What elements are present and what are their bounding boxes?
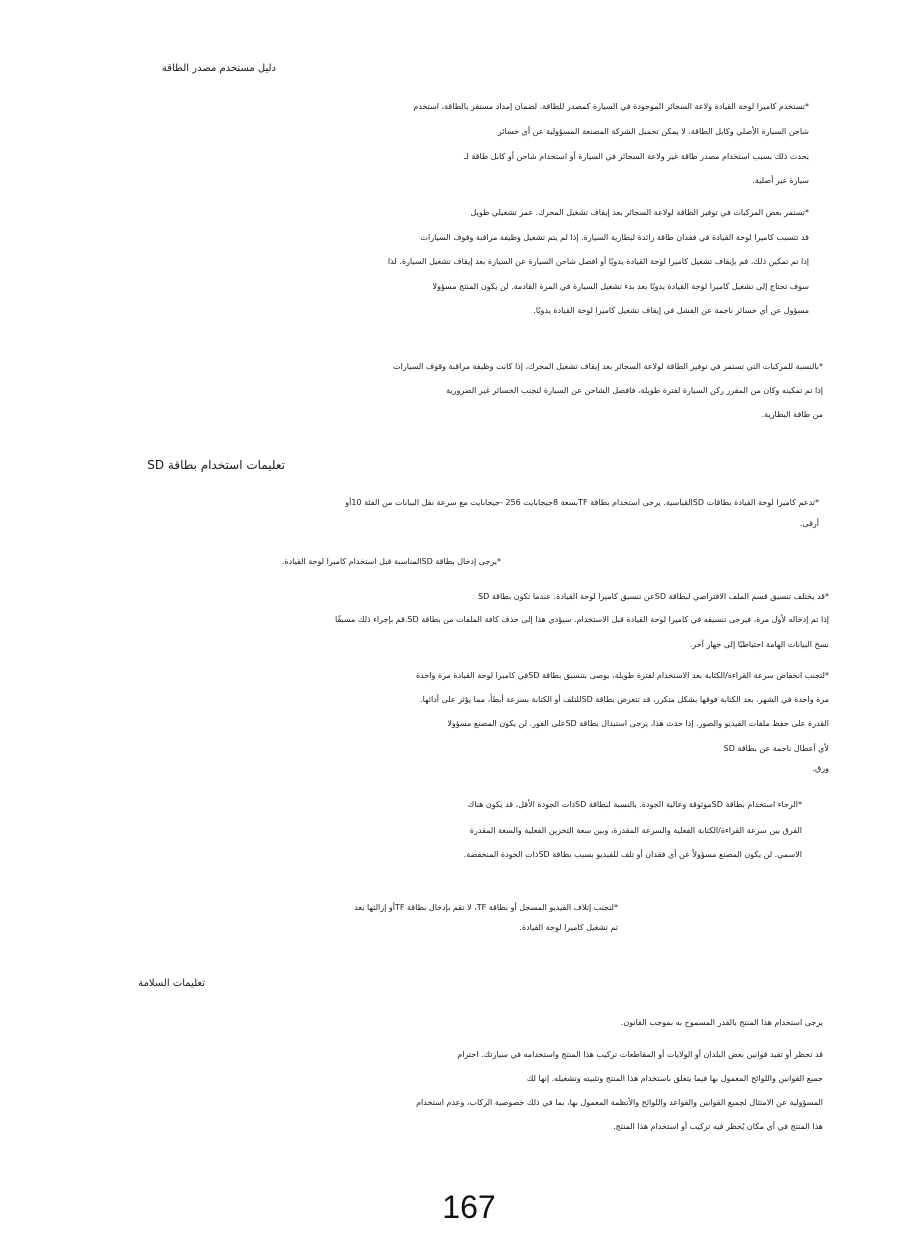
sd-para3-line2: إذا تم إدخاله لأول مرة، فيرجى تنسيقه في كاميرا لوحة القيادة قبل الاستخدام. سيؤدي هذا إلى حذف كافة الملفات من بطاقة SD.قم بإجراء ذلك مسبقًا [335, 615, 829, 624]
power-para1-line3: يحدث ذلك بسبب استخدام مصدر طاقة غير ولاعة السجائر في السيارة أو استخدام شاحن أو كابل طاقة لـ [464, 152, 809, 161]
sd-para2-line1: *يرجى إدخال بطاقة SDالمناسبة قبل استخدام كاميرا لوحة القيادة. [281, 557, 501, 566]
power-para1-line1: *تستخدم كاميرا لوحة القيادة ولاعة السجائر الموجودة في السيارة كمصدر للطاقة. لضمان إمداد مستقر بالطاقة، استخدم [413, 102, 809, 111]
sd-para5-line1: *الرجاء استخدام بطاقة SDموثوقة وعالية الجودة. بالنسبة لبطاقة SDذات الجودة الأقل، قد يكون هناك [467, 800, 802, 809]
sd-para4-line3: القدرة على حفظ ملفات الفيديو والصور. إذا حدث هذا، يرجى استبدال بطاقة SDعلى الفور. لن يكون المصنع مسؤولا [447, 719, 829, 728]
power-para1-line4: سيارة غير أصلية. [752, 176, 809, 185]
power-para2-line4: سوف تحتاج إلى تشغيل كاميرا لوحة القيادة يدويًا بعد بدء تشغيل السيارة في المرة القادمة. لن يكون المنتج مسؤولا [432, 282, 809, 291]
sd-para1-line2: أرقى. [799, 519, 819, 528]
sd-para4-line1: *لتجنب انخفاض سرعة القراءة/الكتابة بعد الاستخدام لفترة طويلة، يوصى بتنسيق بطاقة SDفي كاميرا لوحة القيادة مرة واحدة [415, 671, 829, 680]
power-para2-line2: قد تتسبب كاميرا لوحة القيادة في فقدان طاقة زائدة لبطارية السيارة. إذا لم يتم تشغيل وظيفة مراقبة وقوف السيارات [420, 233, 809, 242]
safety-para2-line1: قد تحظر أو تقيد قوانين بعض البلدان أو الولايات أو المقاطعات تركيب هذا المنتج واستخدامه في سيارتك. احترام [457, 1050, 823, 1059]
sd-para4-line5: ورق. [812, 764, 829, 773]
sd-para6-line2: تم تشغيل كاميرا لوحة القيادة. [519, 923, 618, 932]
power-para3-line3: من طاقة البطارية. [761, 410, 823, 419]
power-para3-line1: *بالنسبة للمركبات التي تستمر في توفير الطاقة لولاعة السجائر بعد إيقاف تشغيل المحرك، إذا كانت وظيفة مراقبة وقوف السيارات [393, 362, 823, 371]
sd-section-title: تعليمات استخدام بطاقة SD [147, 458, 285, 472]
power-para1-line2: شاحن السيارة الأصلي وكابل الطاقة. لا يمكن تحميل الشركة المصنعة المسؤولية عن أي خسائر [497, 127, 809, 136]
safety-para2-line3: المسؤولية عن الامتثال لجميع القوانين والقواعد واللوائح والأنظمة المعمول بها، بما في ذلك خصوصية الركاب، وعدم استخدام [416, 1098, 823, 1107]
sd-para5-line3: الاسمي. لن يكون المصنع مسؤولاً عن أي فقدان أو تلف للفيديو بسبب بطاقة SDذات الجودة المنخفضة. [463, 850, 802, 859]
safety-para2-line2: جميع القوانين واللوائح المعمول بها فيما يتعلق باستخدام هذا المنتج وتثبيته وتشغيله. إنها لك [526, 1074, 823, 1083]
safety-section-title: تعليمات السلامة [138, 978, 205, 989]
page-number: 167 [442, 1189, 496, 1225]
power-para2-line3: إذا تم تمكين ذلك، قم بإيقاف تشغيل كاميرا لوحة القيادة يدويًا أو افصل شاحن السيارة عن السيارة بعد إيقاف تشغيل السيارة. لذا [387, 257, 809, 266]
sd-para3-line1: *قد يختلف تنسيق قسم الملف الافتراضي لبطاقة SDعن تنسيق كاميرا لوحة القيادة. عندما تكون بطاقة SD [478, 592, 829, 601]
power-para3-line2: إذا تم تمكينه وكان من المقرر ركن السيارة لفترة طويلة، فافصل الشاحن عن السيارة لتجنب الخسائر غير الضرورية [446, 386, 823, 395]
safety-para2-line4: هذا المنتج في أي مكان يُحظر فيه تركيب أو استخدام هذا المنتج. [613, 1122, 823, 1131]
power-para2-line5: مسؤول عن أي خسائر ناجمة عن الفشل في إيقاف تشغيل كاميرا لوحة القيادة يدويًا. [533, 306, 809, 315]
sd-para3-line3: نسخ البيانات الهامة احتياطيًا إلى جهاز آخر. [689, 640, 829, 649]
safety-para1-line1: يرجى استخدام هذا المنتج بالقدر المسموح به بموجب القانون. [620, 1018, 823, 1027]
sd-para4-line2: مرة واحدة في الشهر. بعد الكتابة فوقها بشكل متكرر، قد تتعرض بطاقة SDللتلف أو الكتابة بسرعة أبطأ، مما يؤثر على أدائها. [420, 695, 829, 704]
sd-para5-line2: الفرق بين سرعة القراءة/الكتابة الفعلية والسرعة المقدرة، وبين سعة التخزين الفعلية والسعة المقدرة [469, 826, 802, 835]
sd-para6-line1: *لتجنب إتلاف الفيديو المسجل أو بطاقة TF، لا تقم بإدخال بطاقة TFأو إزالتها بعد [354, 903, 618, 912]
sd-para1-line1: *تدعم كاميرا لوحة القيادة بطاقات SDالقياسية. يرجى استخدام بطاقة TFبسعة 8جيجابايت 256 -جيجابايت مع سرعة نقل البيانات من الفئة 10أو [345, 498, 819, 507]
sd-para4-line4: لأي أعطال ناجمة عن بطاقة SD [723, 744, 829, 753]
power-section-title: دليل مستخدم مصدر الطاقة [161, 63, 276, 74]
power-para2-line1: *تستمر بعض المركبات في توفير الطاقة لولاعة السجائر بعد إيقاف تشغيل المحرك. عمر تشغيلي طويل [470, 208, 809, 217]
